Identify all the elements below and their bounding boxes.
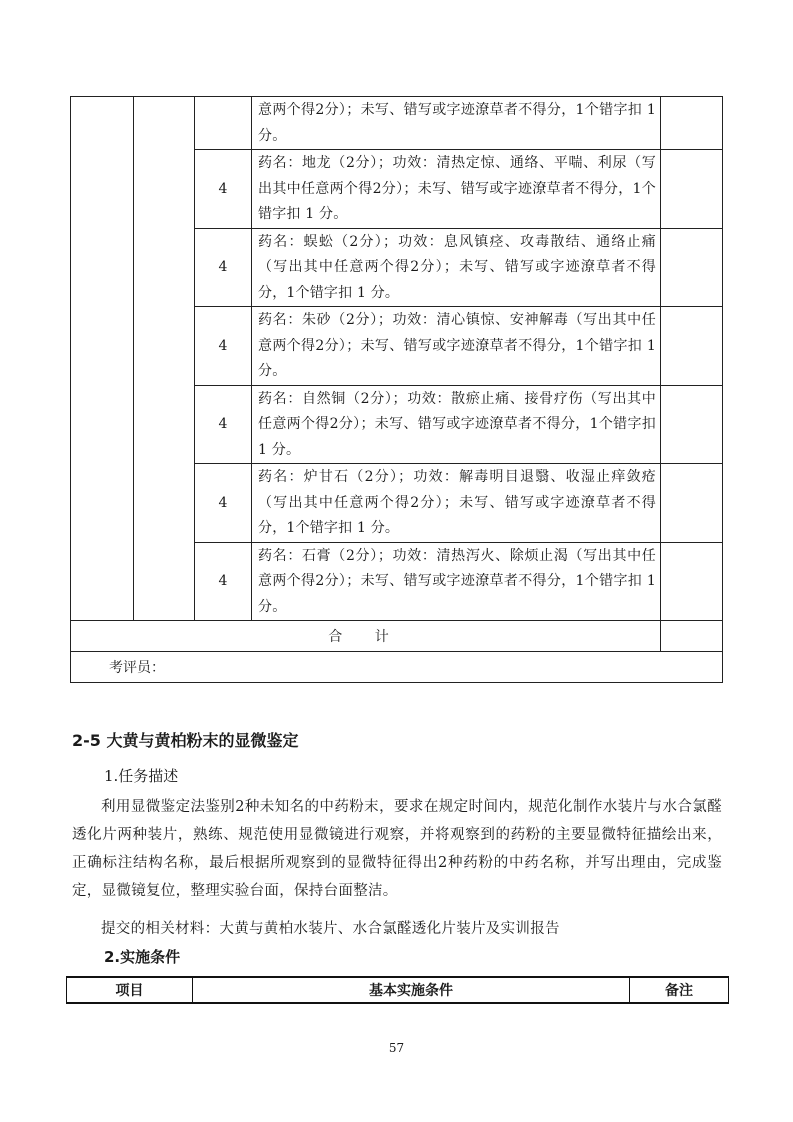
- criteria-cell: 药名：自然铜（2分）；功效：散瘀止痛、接骨疗伤（写出其中任意两个得2分）；未写、错写或字迹潦草者不得分，1个错字扣 1 分。: [252, 385, 661, 464]
- total-value-cell: [661, 621, 723, 652]
- score-cell: 4: [195, 228, 252, 307]
- remark-cell: [661, 464, 723, 543]
- examiner-label: 考评员：: [71, 652, 723, 683]
- category-cell: [71, 97, 134, 621]
- criteria-cell: 药名：地龙（2分）；功效：清热定惊、通络、平喘、利尿（写出其中任意两个得2分）；未写、错写或字迹潦草者不得分，1个错字扣 1 分。: [252, 150, 661, 229]
- total-row: [71, 621, 723, 652]
- scoring-table: [70, 96, 723, 683]
- remark-cell: [661, 150, 723, 229]
- score-cell: 4: [195, 542, 252, 621]
- score-cell: [195, 97, 252, 150]
- column-header-conditions: 基本实施条件: [193, 977, 630, 1003]
- examiner-row: [71, 652, 723, 683]
- remark-cell: [661, 307, 723, 386]
- criteria-cell: 药名：石膏（2分）；功效：清热泻火、除烦止渴（写出其中任意两个得2分）；未写、错写或字迹潦草者不得分，1个错字扣 1 分。: [252, 542, 661, 621]
- conditions-table: [66, 976, 729, 1004]
- total-label: 合 计: [71, 621, 661, 652]
- criteria-cell: 药名：朱砂（2分）；功效：清心镇惊、安神解毒（写出其中任意两个得2分）；未写、错写或字迹潦草者不得分，1个错字扣 1 分。: [252, 307, 661, 386]
- remark-cell: [661, 542, 723, 621]
- remark-cell: [661, 385, 723, 464]
- criteria-cell: 意两个得2分）；未写、错写或字迹潦草者不得分，1个错字扣 1 分。: [252, 97, 661, 150]
- remark-cell: [661, 228, 723, 307]
- score-cell: 4: [195, 307, 252, 386]
- task-paragraph: 利用显微鉴定法鉴别2种未知名的中药粉末，要求在规定时间内，规范化制作水装片与水合氯醛透化片两种装片，熟练、规范使用显微镜进行观察，并将观察到的药粉的主要显微特征描绘出来，正确标注结构名称，最后根据所观察到的显微特征得出2种药粉的中药名称，并写出理由，完成鉴定，显微镜复位，整理实验台面，保持台面整洁。: [72, 799, 722, 899]
- score-cell: 4: [195, 385, 252, 464]
- score-cell: 4: [195, 464, 252, 543]
- table-row: [71, 97, 723, 150]
- criteria-cell: 药名：炉甘石（2分）；功效：解毒明目退翳、收湿止痒敛疮（写出其中任意两个得2分）；未写、错写或字迹潦草者不得分，1个错字扣 1 分。: [252, 464, 661, 543]
- score-cell: 4: [195, 150, 252, 229]
- task-heading: 1.任务描述: [104, 767, 179, 785]
- column-header-item: 项目: [67, 977, 193, 1003]
- remark-cell: [661, 97, 723, 150]
- conditions-heading: 2.实施条件: [104, 948, 181, 966]
- table-header-row: [67, 977, 729, 1003]
- item-cell: [134, 97, 195, 621]
- criteria-cell: 药名：蜈蚣（2分）；功效：息风镇痉、攻毒散结、通络止痛（写出其中任意两个得2分）；未写、错写或字迹潦草者不得分，1个错字扣 1 分。: [252, 228, 661, 307]
- column-header-remarks: 备注: [630, 977, 729, 1003]
- page-number: 57: [388, 1041, 405, 1055]
- submit-paragraph: 提交的相关材料：大黄与黄柏水装片、水合氯醛透化片装片及实训报告: [101, 921, 560, 937]
- section-title: 2-5 大黄与黄柏粉末的显微鉴定: [72, 731, 299, 750]
